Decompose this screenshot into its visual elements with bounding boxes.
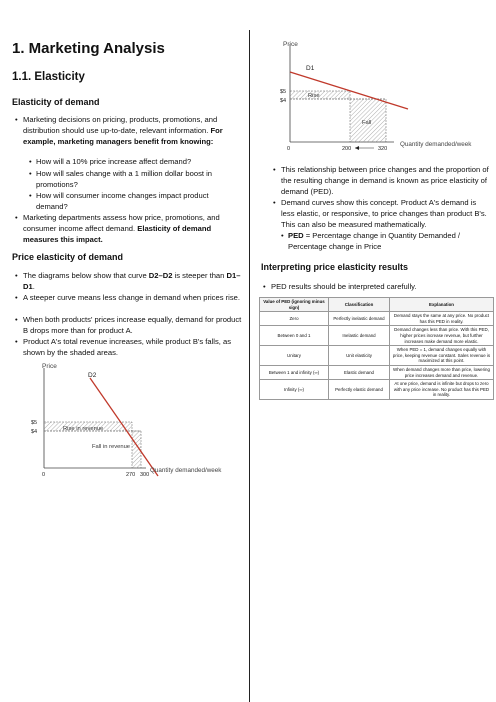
bullet-text: Marketing departments assess how price, promotions, and consumer income affect demand. — [23, 213, 220, 233]
table-row — [260, 365, 494, 379]
table-header: Classification — [329, 298, 390, 312]
fall-label: Fall — [362, 120, 372, 126]
list-item — [23, 115, 243, 147]
quantity-tick: 200 — [342, 146, 352, 152]
demand-diagram-d2 — [30, 362, 240, 480]
table-cell: Inelastic demand — [329, 326, 390, 346]
rise-label: Rise — [308, 93, 320, 99]
table-cell: Demand stays the same at any price. No product has this PED in reality. — [390, 312, 494, 326]
interpreting-heading: Interpreting price elasticity results — [261, 262, 409, 272]
bullet-bold: D2–D2 — [148, 271, 173, 280]
list-item: • When both products' prices increase equally, demand for product B drops more than for product A. — [23, 315, 243, 337]
table-cell: When PED = 1, demand changes equally with price, keeping revenue constant. Sales revenue is maximized at this point. — [390, 346, 494, 366]
rise-label: Rise in revenue — [63, 426, 104, 432]
y-axis-label: Price — [42, 363, 57, 370]
x-axis-label: Quantity demanded/week — [400, 141, 472, 148]
quantity-tick: 270 — [126, 472, 136, 478]
table-header: Value of PED (ignoring minus sign) — [260, 298, 329, 312]
list-item — [23, 213, 243, 245]
list-item: • A steeper curve means less change in demand when prices rise. — [23, 293, 243, 304]
bullet-bold: Elasticity of demand measures this impact. — [23, 223, 212, 244]
demand-diagram-d1 — [282, 36, 496, 154]
table-cell: Elastic demand — [329, 365, 390, 379]
list-item: • How will a 10% price increase affect demand? — [36, 157, 240, 168]
column-divider — [249, 30, 250, 702]
table-cell: Unit elasticity — [329, 346, 390, 366]
bullet-text: The diagrams below show that curve — [23, 271, 147, 280]
origin-label: 0 — [287, 146, 291, 152]
demand-curve-d1 — [290, 72, 408, 109]
table-cell: Between 0 and 1 — [260, 326, 329, 346]
list-item: • How will consumer income changes impact product demand? — [36, 191, 240, 213]
price-elasticity-heading: Price elasticity of demand — [12, 252, 124, 262]
table-cell: Between 1 and infinity (∞) — [260, 365, 329, 379]
table-row — [260, 326, 494, 346]
quantity-tick: 300 — [140, 472, 150, 478]
origin-label: 0 — [42, 472, 46, 478]
table-cell: Infinity (∞) — [260, 380, 329, 400]
list-item: • Product A's total revenue increases, while product B's falls, as shown by the shaded areas. — [23, 337, 243, 359]
list-item — [288, 231, 491, 253]
bullet-text: . — [32, 281, 35, 291]
x-axis-label: Quantity demanded/week — [150, 467, 222, 474]
table-row — [260, 312, 494, 326]
bullet-text: is steeper than — [174, 271, 225, 280]
elasticity-heading: Elasticity of demand — [12, 97, 100, 107]
bullet-text: Marketing decisions on pricing, products, promotions, and distribution should use up-to-date, relevant information. — [23, 115, 218, 135]
table-cell: When demand changes more than price, lowering price increases demand and revenue. — [390, 365, 494, 379]
ped-table — [259, 297, 494, 400]
curve-label: D1 — [306, 65, 315, 72]
list-item: • PED results should be interpreted carefully. — [271, 282, 491, 293]
table-header: Explanation — [390, 298, 494, 312]
table-cell: Zero — [260, 312, 329, 326]
price-tick: $5 — [280, 89, 287, 95]
list-item: • This relationship between price changes and the proportion of the resulting change in demand is known as price elasticity of demand (PED). — [281, 165, 491, 197]
price-tick: $5 — [31, 420, 38, 426]
quantity-tick: 320 — [378, 146, 388, 152]
bullet-bold: For example, marketing managers benefit from knowing: — [23, 125, 223, 146]
ped-formula: = Percentage change in Quantity Demanded / Percentage change in Price — [288, 231, 461, 251]
fall-label: Fall in revenue — [92, 444, 131, 450]
list-item: • Demand curves show this concept. Product A's demand is less elastic, or responsive, to price changes than product B's. This can also be measured mathematically. — [281, 198, 491, 230]
table-row — [260, 346, 494, 366]
table-header-row — [260, 298, 494, 312]
list-item: • How will sales change with a 1 million dollar boost in promotions? — [36, 169, 240, 191]
table-cell: Perfectly elastic demand — [329, 380, 390, 400]
rise-area — [290, 91, 350, 99]
table-cell: At one price, demand is infinite but drops to zero with any price increase. No product has this PED in reality. — [390, 380, 494, 400]
curve-label: D2 — [88, 372, 97, 379]
arrow-head — [355, 146, 359, 150]
table-cell: Unitary — [260, 346, 329, 366]
y-axis-label: Price — [283, 41, 298, 48]
section-heading: 1.1. Elasticity — [12, 71, 85, 83]
price-tick: $4 — [31, 429, 38, 435]
ped-label: PED — [288, 231, 304, 240]
bullet-bold: D1–D1 — [23, 271, 241, 291]
price-tick: $4 — [280, 98, 287, 104]
table-cell: Demand changes less than price. With this PED, higher prices increase revenue, but further increases make demand more elastic. — [390, 326, 494, 346]
page-title: 1. Marketing Analysis — [12, 40, 165, 57]
list-item — [23, 271, 243, 293]
table-cell: Perfectly inelastic demand — [329, 312, 390, 326]
table-row — [260, 380, 494, 400]
